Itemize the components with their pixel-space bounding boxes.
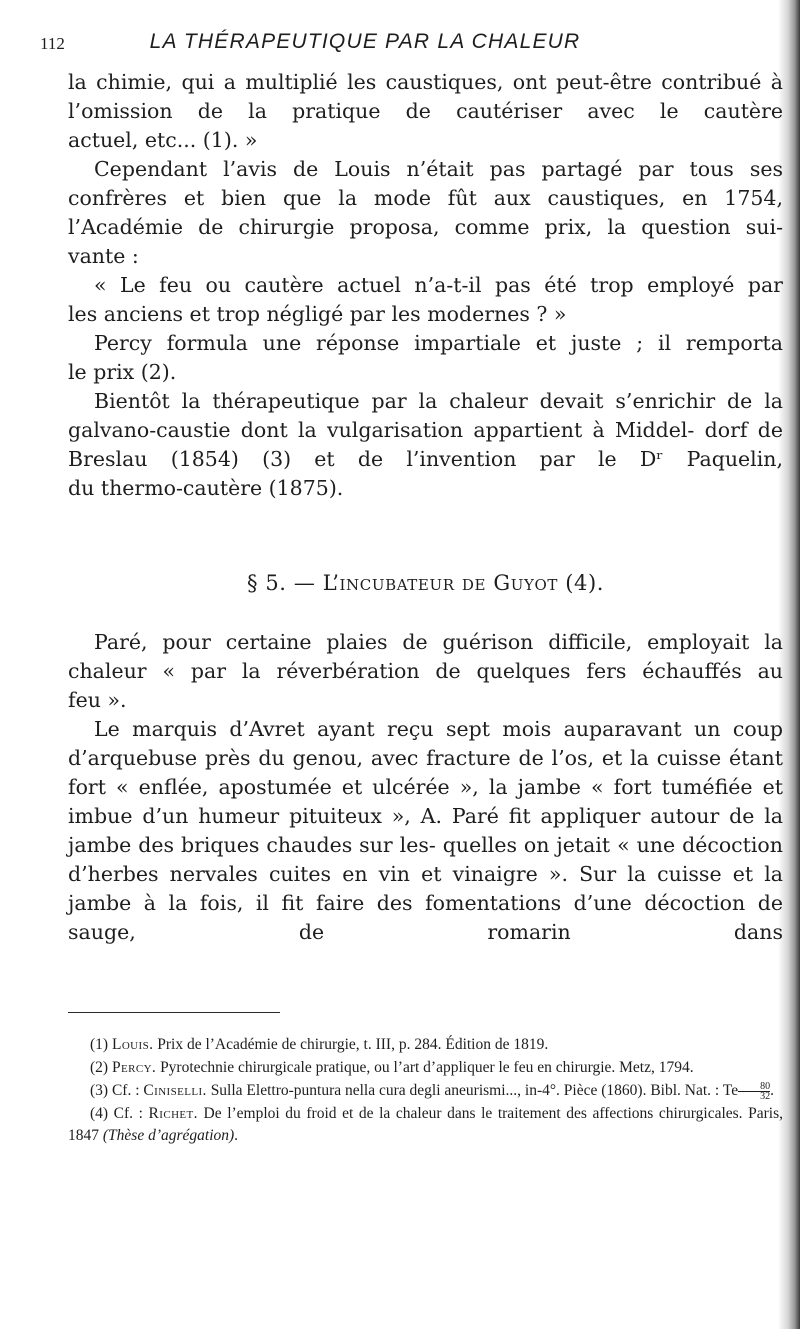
paragraph: Percy formula une réponse impartiale et juste ; il remporta [94,331,783,355]
paragraph: Cependant l’avis de Louis n’était pas partagé par tous ses confrères et bien que la mode fût aux caustiques, en 1754, l’Académie de chirurgie proposa, comme prix, la question sui- [68,157,783,239]
paragraph: Paré, pour certaine plaies de guérison difficile, employait la chaleur « par la réverbération de quelques fers échauffés au [68,630,783,683]
footnote-3: (3) Cf. : Ciniselli. Sulla Elettro-puntura nella cura degli aneurismi..., in-4°. Pièce (1860). Bibl. Nat. : Te $\frac{80}{32}$ . [90,1080,774,1102]
paragraph: Bientôt la thérapeutique par la chaleur devait s’enrichir de la galvano-caustie dont la vulgarisation appartient à Middel- dorf de Breslau (1854) (3) et de l’invention par le Dʳ Paquelin, [68,389,784,471]
paragraph-line: du thermo-cautère (1875). [68,476,344,500]
footnotes [68,1034,783,1148]
section-number: § 5. — [246,571,316,595]
section-title: L’incubateur de Guyot [322,571,558,595]
body-text-top [68,68,783,503]
running-head: LA THÉRAPEUTIQUE PAR LA CHALEUR [149,30,581,53]
paragraph-line: feu ». [68,688,127,712]
page-header [40,30,770,56]
paragraph-line: les anciens et trop négligé par les modernes ? » [68,302,567,326]
footnote-4: (4) Cf. : Richet. De l’emploi du froid et de la chaleur dans le traitement des affections chirurgicales. Paris, 1847 (Thèse d’agrégation). [68,1105,784,1144]
footnote-divider [68,1012,280,1013]
section-heading [68,571,783,595]
paragraph: « Le feu ou cautère actuel n’a-t-il pas été trop employé par [94,273,783,297]
paragraph: la chimie, qui a multiplié les caustiques, ont peut-être contribué à l’omission de la pratique de cautériser avec le cautère [68,70,783,123]
paragraph-line: le prix (2). [68,360,177,384]
page-number: 112 [40,34,65,53]
paragraph-line: vante : [68,244,139,268]
footnote-2: (2) Percy. Pyrotechnie chirurgicale pratique, ou l’art d’appliquer le feu en chirurgie. Metz, 1794. [90,1059,694,1076]
body-text-bottom [68,628,783,947]
shelfmark-fraction: $\frac{80}{32}$ [738,1082,770,1101]
paragraph: Le marquis d’Avret ayant reçu sept mois auparavant un coup d’arquebuse près du genou, avec fracture de l’os, et la cuisse étant fort « enflée, apostumée et ulcérée », la jambe « fort tuméfiée et imbue d’un humeur pituiteux », A. Paré fit appliquer autour de la jambe des briques chaudes sur les- quelles on jetait « une décoction d’herbes nervales cuites en vin et vinaigre ». Sur la cuisse et la jambe à la fois, il fit faire des fomentations d’une décoction de sauge, de romarin dans [68,717,783,944]
section-note-ref: (4). [565,571,605,595]
paragraph-line: actuel, etc... (1). » [68,128,258,152]
footnote-1: (1) Louis. Prix de l’Académie de chirurgie, t. III, p. 284. Édition de 1819. [90,1036,549,1053]
